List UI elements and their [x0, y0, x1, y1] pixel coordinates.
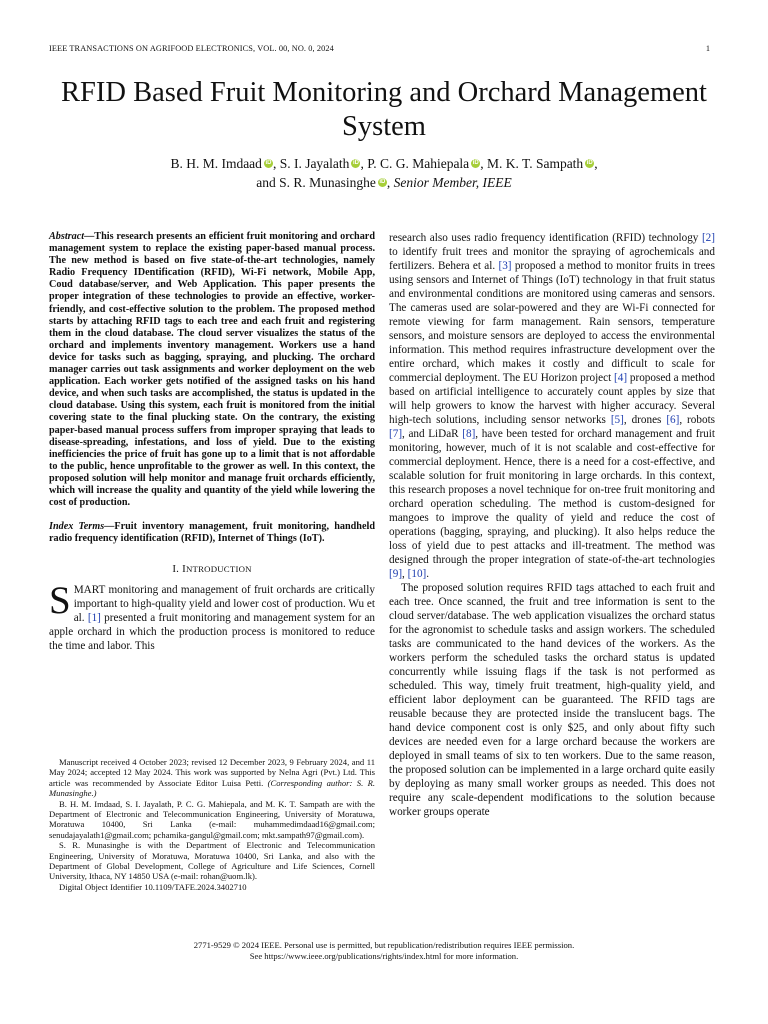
citation-link[interactable]: [1]	[87, 612, 101, 625]
body-text: , have been tested for orchard management and fruit monitoring, however, much of it is not scalable and cost-effective for commercial deployment. Hence, there is a need for a cost-effective, and scalable solution for fruit monitoring in large orchards. In this context, this research proposes a novel technique for on-tree fruit monitoring and orchard operation scheduling. The method is custom-designed for mangoes to improve the quality of yield and reduce the cost of operations (bagging, spraying, and plucking). It also helps reduce the loss of yield due to pest attacks and ill-treatment. The method was designed through the proper integration of state-of-the-art technologies	[389, 428, 715, 566]
right-column	[389, 231, 715, 819]
abstract-label: Abstract	[49, 231, 85, 242]
body-text: ,	[402, 568, 408, 580]
body-text: , and LiDaR	[402, 428, 463, 440]
abstract-text: —This research presents an efficient fruit monitoring and orchard management system to replace the existing paper-based manual process. The new method is based on five state-of-the-art technologies, namely Radio Frequency IDentification (RFID), Wi-Fi network, Mobile App, Coud database/server, and Web Application. This paper presents the proper integration of these technologies to provide an effective, worker-friendly, and cost-effective solution to the problem. The proposed method starts by attaching RFID tags to each tree and each fruit and registering them in the cloud database. The cloud server visualizes the status of the orchard and implements inventory management. Workers use a hand device for tasks such as bagging, spraying, and plucking. The orchard manager carries out task assignments and worker deployment on the web application. Each worker gets notified of the assigned tasks on his hand device, and when such tasks are accomplished, the status is updated in the cloud database. Using this system, each fruit is monitored from the initial covering state to the final plucking state. On the contrary, the existing paper-based manual process suffers from improper spraying that leads to disease-spreading, infestations, and loss of yield. Due to the existing inefficiencies the price of fruit has gone up to a limit that is not affordable to the public, hence unprofitable to the grower as well. In this context, the proposed solution will help monitor and manage fruit orchards efficiently, which will increase the quality and quantity of the yield while lowering the cost of production.	[49, 231, 375, 509]
rights-url[interactable]: See https://www.ieee.org/publications/rights/index.html for more information.	[249, 951, 519, 961]
author-role: Senior Member, IEEE	[393, 175, 512, 190]
citation-link[interactable]: [4]	[614, 372, 628, 384]
intro-smallcaps: MART	[73, 584, 106, 597]
body-text: proposed a method based on artificial intelligence to accurately count apples by size that will help growers to know the harvest with higher accuracy. Several high-tech solutions, including sensor networks	[389, 372, 716, 426]
citation-link[interactable]: [7]	[389, 428, 403, 440]
section-title-rest: NTRODUCTION	[185, 564, 252, 575]
author-list: B. H. M. Imdaad iD , S. I. Jayalath iD , P. C. G. Mahiepala iD , M. K. T. Sampath iD , and S. R. Munasinghe iD , Senior Member, IEEE	[170, 156, 598, 190]
intro-paragraph	[49, 579, 375, 653]
citation-link[interactable]: [8]	[462, 428, 476, 440]
body-paragraph: The proposed solution requires RFID tags attached to each fruit and each tree. Once scanned, the fruit and tree information is sent to the cloud server/database. The web application visualizes the orchard status for the agronomist to schedule tasks and assign workers. The scheduled tasks are communicated to the hand devices of the workers. As the workers perform the scheduled tasks the orchard status is updated concurrently while issuing flags if the task is not performed as scheduled. This way, timely fruit treatment, high-quality yield, and efficient labor deployment can be guaranteed. The RFID tags are reusable because they are protected inside the translucent bags. The hand device component cost is only $25, and only about fifty such devices are needed even for a large orchard because the workers are deployed in small teams of six to ten workers. Due to the same reason, the proposed solution can be implemented in a large orchard quite easily by deploying as many small worker groups as needed. This does not require any scale-dependent modifications to the solution because worker groups operate	[389, 582, 715, 818]
index-terms-label: Index Terms	[49, 521, 105, 533]
index-terms	[49, 521, 375, 545]
index-terms-text: —Fruit inventory management, fruit monitoring, handheld radio frequency identification (RFID), Internet of Things (IoT).	[49, 521, 375, 545]
copyright-line: 2771-9529 © 2024 IEEE. Personal use is permitted, but republication/redistribution requires IEEE permission.	[193, 940, 575, 950]
orcid-icon[interactable]: iD	[379, 179, 386, 185]
author-name: B. H. M. Imdaad	[170, 156, 262, 171]
left-column	[49, 231, 375, 653]
section-heading	[49, 563, 375, 575]
body-text: , robots	[679, 414, 716, 426]
orcid-icon[interactable]: iD	[352, 160, 359, 166]
body-text: research also uses radio frequency identification (RFID) technology	[389, 232, 702, 244]
corresponding-author: (Corresponding author: S. R. Munasinghe.)	[49, 777, 375, 799]
copyright-notice	[60, 940, 708, 962]
section-numeral: I.	[172, 563, 183, 576]
footnote-doi: Digital Object Identifier 10.1109/TAFE.2024.3402710	[59, 881, 247, 892]
footnote-text: Manuscript received 4 October 2023; revised 12 December 2023, 9 February 2024, and 11 May 2024; accepted 12 May 2024. This work was supported by Nelna Agri (Pvt.) Ltd. This article was recommended by Associate Editor Luisa Petti.	[49, 757, 375, 788]
page-number: 1	[705, 44, 710, 53]
citation-link[interactable]: [2]	[701, 232, 715, 244]
footnote-manuscript	[49, 757, 375, 799]
body-text: .	[426, 568, 430, 580]
author-name: P. C. G. Mahiepala	[367, 156, 470, 171]
journal-header: IEEE TRANSACTIONS ON AGRIFOOD ELECTRONICS, VOL. 00, NO. 0, 2024	[49, 44, 334, 53]
orcid-icon[interactable]: iD	[586, 160, 593, 166]
citation-link[interactable]: [5]	[610, 414, 624, 426]
orcid-icon[interactable]: iD	[265, 160, 272, 166]
author-name: S. I. Jayalath	[279, 156, 350, 171]
citation-link[interactable]: [3]	[498, 260, 512, 272]
drop-cap: S	[49, 579, 71, 623]
intro-text: monitoring and management of fruit orchards are critically important to high-quality yield and lower cost of production. Wu et al.	[73, 584, 375, 625]
body-text: proposed a method to monitor fruits in trees using sensors and Internet of Things (IoT) technology in that fruit status and environmental conditions are monitored using cameras and sensors. The cameras used are solar-powered and they are Wi-Fi connected for remote viewing for farm management. Rain sensors, temperature sensors, and moisture sensors are deployed to access the environmental information. This method requires infrastructure development over the entire orchard, which makes it costly and difficult to scale for commercial deployment. The EU Horizon project	[389, 260, 715, 384]
author-name: M. K. T. Sampath	[486, 156, 584, 171]
author-name: and S. R. Munasinghe	[256, 175, 376, 190]
citation-link[interactable]: [10]	[407, 568, 427, 580]
footnote-affiliation: B. H. M. Imdaad, S. I. Jayalath, P. C. G. Mahiepala, and M. K. T. Sampath are with the Department of Electronic and Telecommunication Engineering, University of Moratuwa, Moratuwa 10400, Sri Lanka (e-mail: muhammedimdaad16@gmail.com; senudajayalath1@gmail.com; pchamika-gangul@gmail.com; mkt.sampath97@gmail.com).	[49, 798, 375, 840]
intro-text: presented a fruit monitoring and management system for an apple orchard in which the production process is monitored to reduce the time and labor. This	[49, 612, 375, 653]
orcid-icon[interactable]: iD	[472, 160, 479, 166]
footnote-affiliation: S. R. Munasinghe is with the Department of Electronic and Telecommunication Engineering, University of Moratuwa, Moratuwa 10400, Sri Lanka, and also with the Department of Global Development, College of Agriculture and Life Sciences, Cornell University, Ithaca, NY 14850 USA (e-mail: rohan@uom.lk).	[49, 840, 375, 882]
body-text: , drones	[623, 414, 667, 426]
abstract	[49, 231, 375, 509]
section-title-initial: I	[182, 563, 186, 576]
body-paragraph	[389, 231, 715, 581]
citation-link[interactable]: [6]	[666, 414, 680, 426]
paper-title: RFID Based Fruit Monitoring and Orchard Management System	[61, 77, 707, 142]
body-text: to identify fruit trees and monitor the spraying of agrochemicals and fertilizers. Behera et al.	[389, 246, 715, 272]
citation-link[interactable]: [9]	[389, 568, 403, 580]
footnotes	[49, 757, 375, 892]
